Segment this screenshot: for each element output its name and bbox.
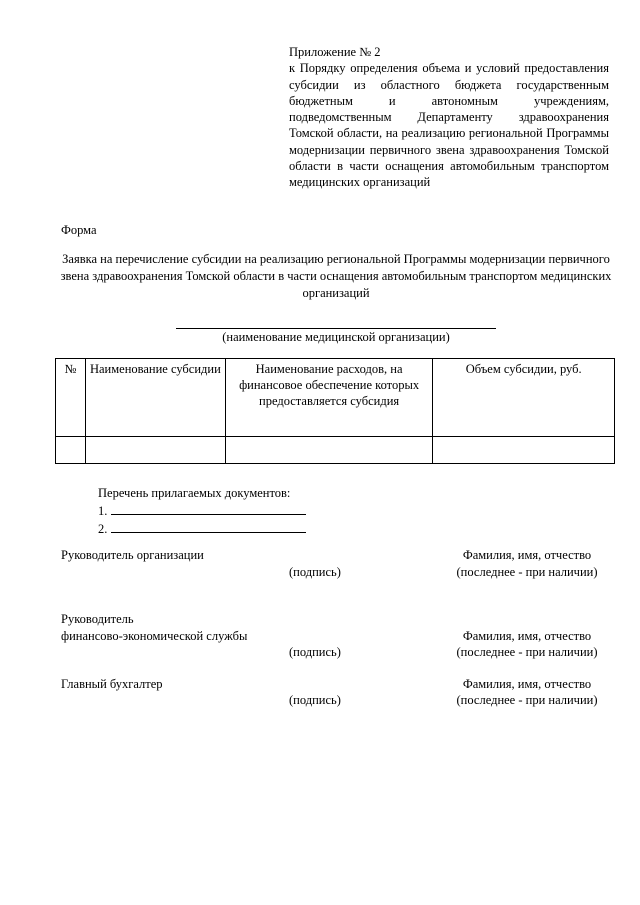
signature-name-accountant: Фамилия, имя, отчество (462, 677, 592, 691)
col-header-expense-name: Наименование расходов, на финансовое обеспечение которых предоставляется субсидия (225, 359, 433, 437)
signature-role-head: Руководитель организации (61, 548, 204, 562)
signature-name-finance: Фамилия, имя, отчество (462, 629, 592, 643)
signature-name-note-head: (последнее - при наличии) (456, 565, 598, 579)
signature-sign-accountant: (подпись) (289, 693, 341, 707)
col-header-subsidy-name: Наименование субсидии (85, 359, 225, 437)
appendix-text: к Порядку определения объема и условий предоставления субсидии из областного бюджета государственным бюджетным и автономным учреждениям, подведомственным Департаменту здравоохранения Томской области, на реализацию региональной Программы модернизации первичного звена здравоохранения Томской области в части оснащения автомобильным транспортом медицинских организаций (289, 61, 609, 190)
list-item-number: 1. (98, 504, 108, 518)
subsidy-table (55, 358, 615, 464)
form-label: Форма (61, 223, 97, 237)
attached-documents (98, 485, 306, 538)
signature-role-accountant: Главный бухгалтер (61, 677, 163, 691)
appendix-title: Приложение № 2 (289, 45, 381, 59)
attached-documents-title: Перечень прилагаемых документов: (98, 486, 291, 500)
signature-sign-finance: (подпись) (289, 645, 341, 659)
table-cell[interactable] (85, 437, 225, 464)
application-heading: Заявка на перечисление субсидии на реализацию региональной Программы модернизации первичного звена здравоохранения Томской области в части оснащения автомобильным транспортом медицинских организаций (60, 252, 612, 300)
signature-role-finance: Руководитель (61, 612, 134, 626)
document-blank-line[interactable] (111, 520, 306, 533)
table-cell[interactable] (433, 437, 615, 464)
col-header-subsidy-amount: Объем субсидии, руб. (433, 359, 615, 437)
signature-name-note-accountant: (последнее - при наличии) (456, 693, 598, 707)
table-cell[interactable] (225, 437, 433, 464)
list-item (98, 520, 306, 538)
signature-name-head: Фамилия, имя, отчество (462, 548, 592, 562)
list-item (98, 502, 306, 520)
signature-sign-head: (подпись) (289, 565, 341, 579)
list-item-number: 2. (98, 522, 108, 536)
signature-role-finance-line2: финансово-экономической службы (61, 629, 248, 643)
appendix-block (289, 44, 609, 191)
table-header-row (56, 359, 615, 437)
organization-name-line (176, 328, 496, 329)
signature-name-note-finance: (последнее - при наличии) (456, 645, 598, 659)
col-header-number: № (56, 359, 86, 437)
table-cell[interactable] (56, 437, 86, 464)
document-blank-line[interactable] (111, 502, 306, 515)
organization-name-caption: (наименование медицинской организации) (222, 330, 450, 344)
table-row (56, 437, 615, 464)
